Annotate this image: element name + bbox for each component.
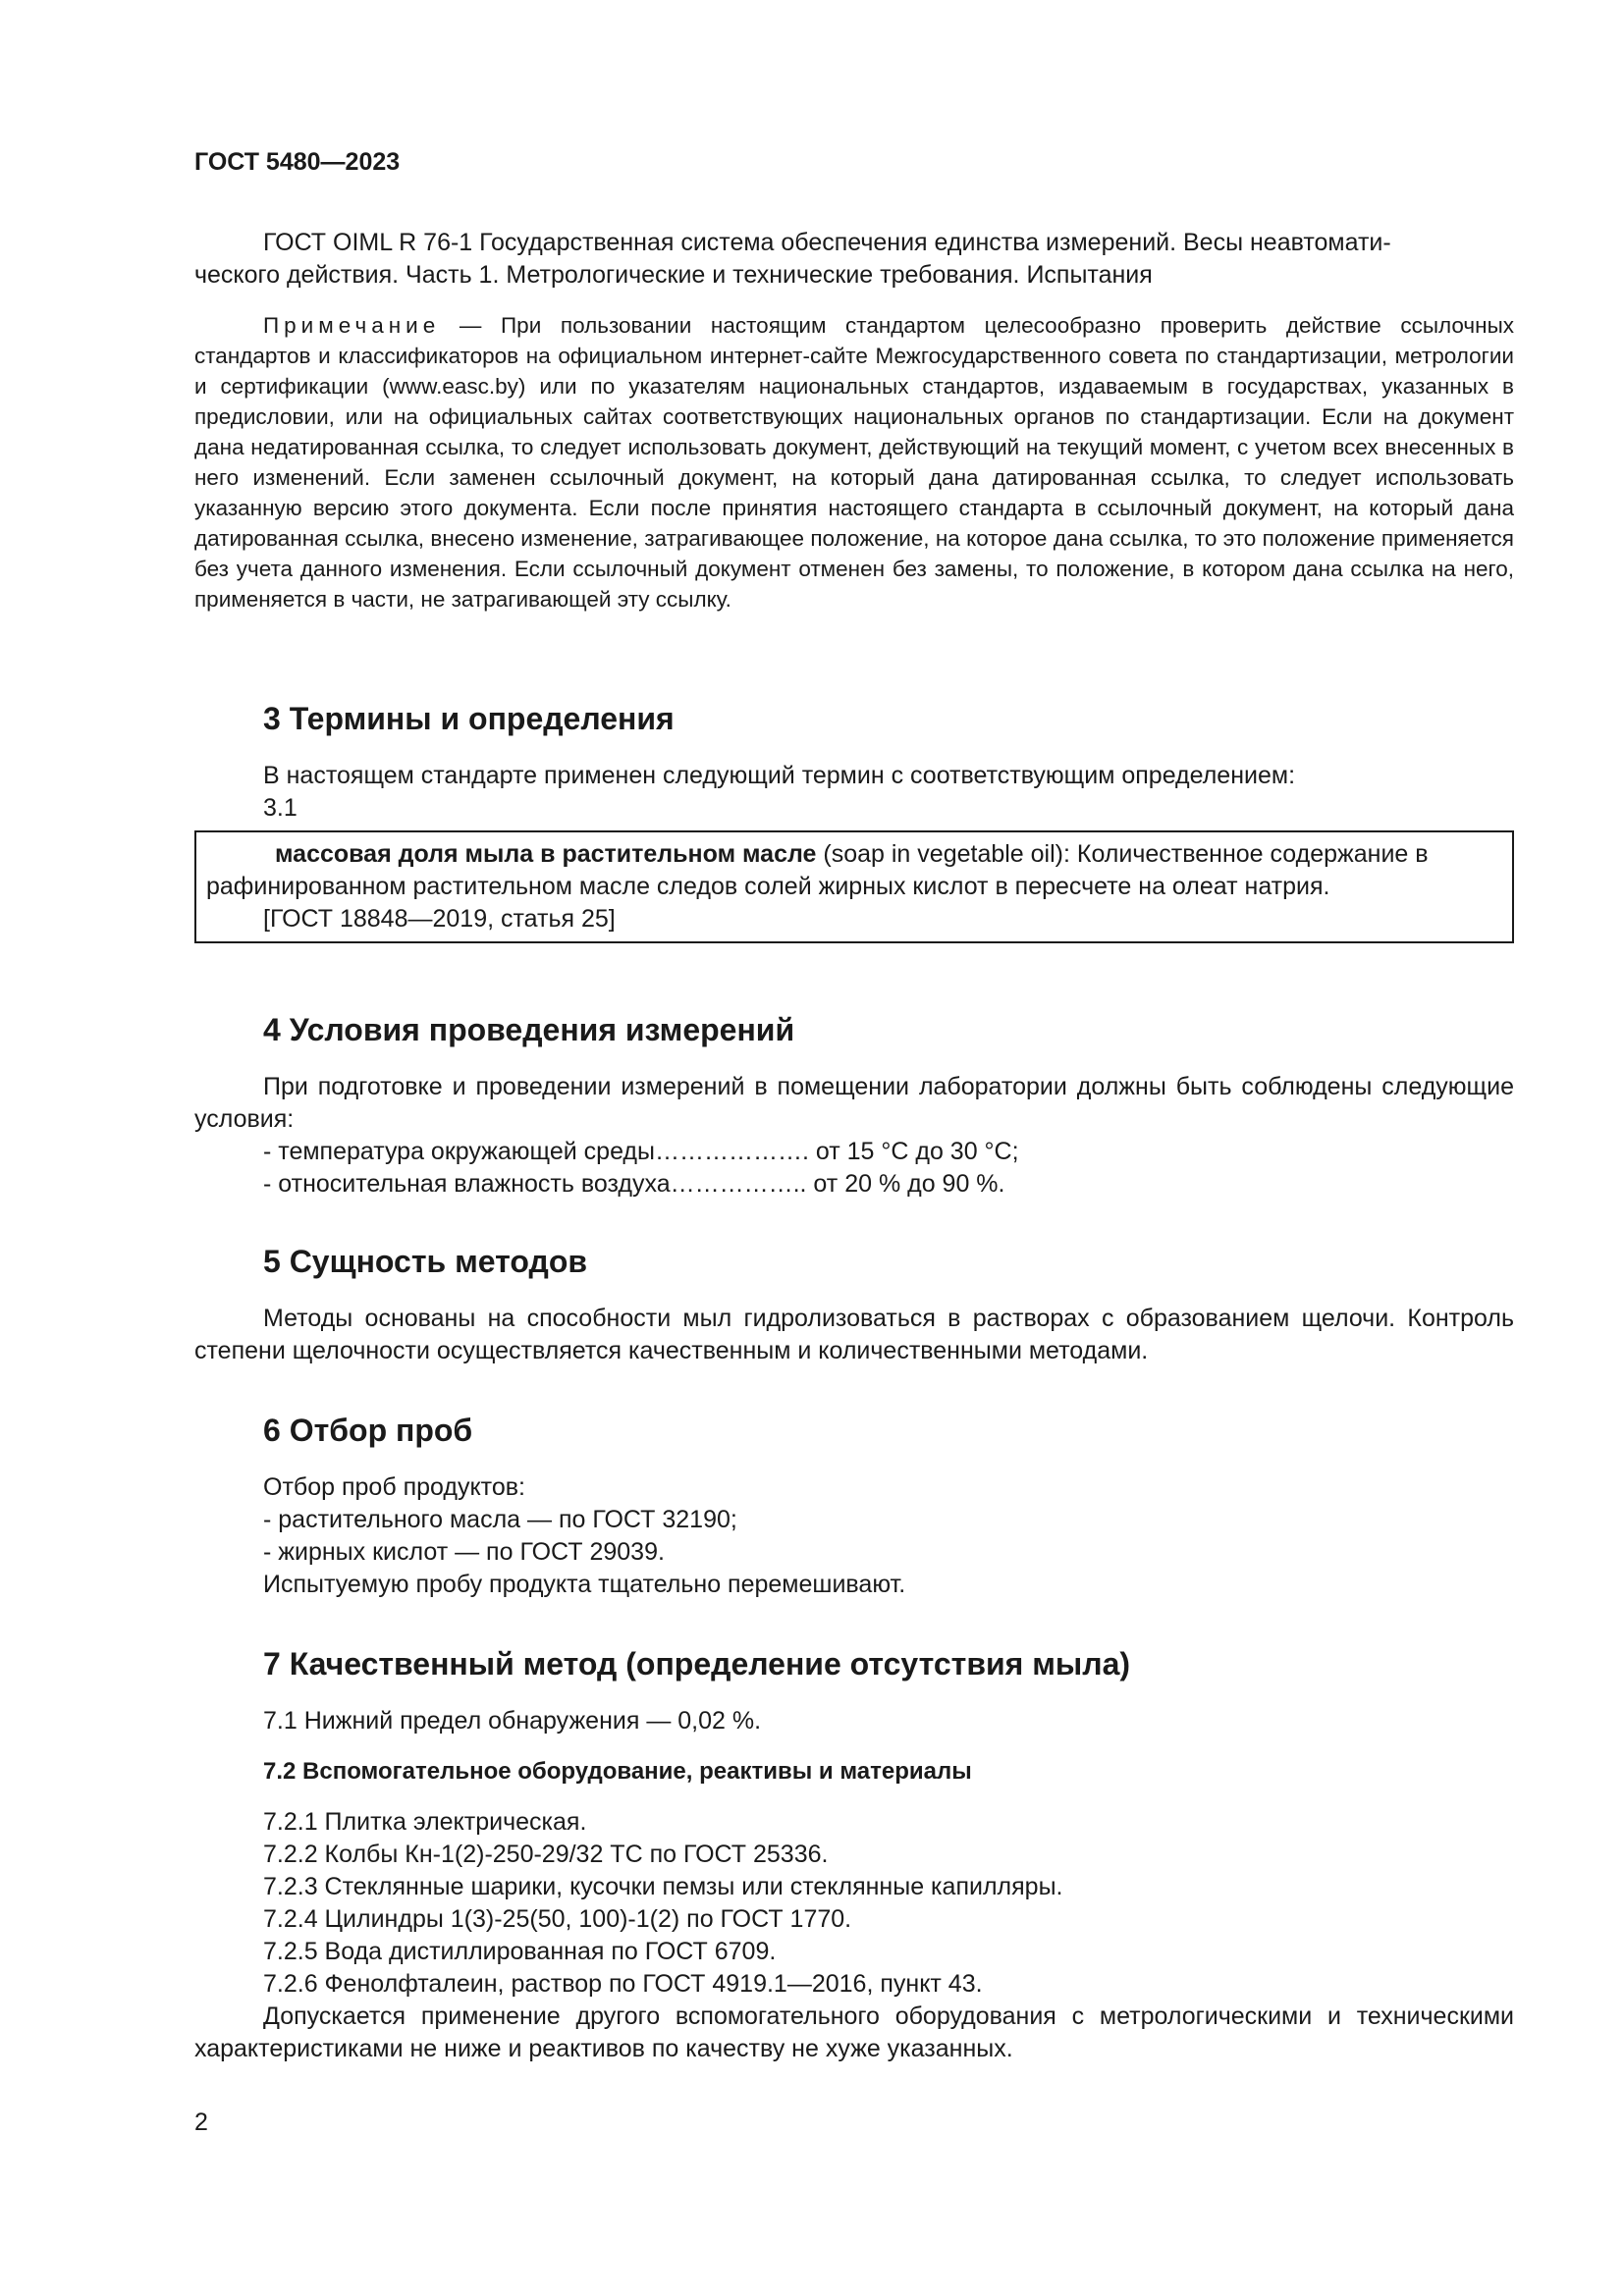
- list-item: - растительного масла — по ГОСТ 32190;: [263, 1506, 737, 1533]
- document-header: ГОСТ 5480—2023: [194, 148, 401, 176]
- list-item: - относительная влажность воздуха…………….. от 20 % до 90 %.: [263, 1170, 1005, 1198]
- list-item: 7.2.3 Стеклянные шарики, кусочки пемзы или стеклянные капилляры.: [263, 1873, 1063, 1900]
- definition-box: [194, 830, 1514, 943]
- definition-text: [206, 838, 1500, 903]
- term-source: [ГОСТ 18848—2019, статья 25]: [263, 905, 616, 933]
- list-item: 7.2.4 Цилиндры 1(3)-25(50, 100)-1(2) по ГОСТ 1770.: [263, 1905, 852, 1933]
- note-label: Примечание: [263, 313, 441, 338]
- term: массовая доля мыла в растительном масле: [275, 840, 817, 868]
- section-5: [194, 1242, 1514, 1281]
- reference-line: ГОСТ OIML R 76-1 Государственная система обеспечения единства измерений. Весы неавтомати-: [263, 229, 1391, 256]
- reference-entry: [194, 227, 1514, 292]
- clause-7-1: 7.1 Нижний предел обнаружения — 0,02 %.: [263, 1707, 762, 1735]
- reference-line: ческого действия. Часть 1. Метрологические и технические требования. Испытания: [194, 261, 1153, 289]
- section-intro: Отбор проб продуктов:: [263, 1473, 525, 1501]
- section-title: 5 Сущность методов: [263, 1244, 588, 1279]
- list-item: 7.2.5 Вода дистиллированная по ГОСТ 6709.: [263, 1938, 777, 1965]
- section-3: [194, 699, 1514, 738]
- section-intro: В настоящем стандарте применен следующий термин с соответствующим определением:: [263, 762, 1296, 789]
- list-item: 7.2.6 Фенолфталеин, раствор по ГОСТ 4919.1—2016, пункт 43.: [263, 1970, 983, 1998]
- section-title: 4 Условия проведения измерений: [263, 1012, 795, 1047]
- reference-note: [194, 310, 1514, 614]
- note-text: — При пользовании настоящим стандартом целесообразно проверить действие ссылочных стандартов и классификаторов на официальном интернет-сайте Межгосударственного совета по стандартизации, метрологии и сертификации (www.easc.by) или по указателям национальных стандартов, издаваемым в государствах, указанных в предисловии, или на официальных сайтах соответствующих национальных органов по стандартизации. Если на документ дана недатированная ссылка, то следует использовать документ, действующий на текущий момент, с учетом всех внесенных в него изменений. Если заменен ссылочный документ, на который дана датированная ссылка, то следует использовать указанную версию этого документа. Если после принятия настоящего стандарта в ссылочный документ, на который дана датированная ссылка, внесено изменение, затрагивающее положение, на которое дана ссылка, то это положение применяется без учета данного изменения. Если ссылочный документ отменен без замены, то положение, в котором дана ссылка на него, применяется в части, не затрагивающей эту ссылку.: [194, 313, 1514, 612]
- list-item: - температура окружающей среды………………. от 15 °С до 30 °С;: [263, 1138, 1019, 1165]
- list-item: 7.2.1 Плитка электрическая.: [263, 1808, 587, 1836]
- section-title: 3 Термины и определения: [263, 701, 675, 736]
- section-outro: Испытуемую пробу продукта тщательно перемешивают.: [263, 1571, 906, 1598]
- list-item: 7.2.2 Колбы Кн-1(2)-250-29/32 ТС по ГОСТ 25336.: [263, 1841, 829, 1868]
- term-number: 3.1: [263, 794, 298, 822]
- section-title: 6 Отбор проб: [263, 1413, 473, 1448]
- section-title: 7 Качественный метод (определение отсутствия мыла): [263, 1646, 1131, 1682]
- section-6: [194, 1411, 1514, 1450]
- term-definition: (soap in vegetable oil): Количественное содержание в рафинированном растительном масле следов солей жирных кислот в пересчете на олеат натрия.: [206, 840, 1429, 900]
- section-4: [194, 1010, 1514, 1049]
- section-outro: Допускается применение другого вспомогательного оборудования с метрологическими и техническими характеристиками не ниже и реактивов по качеству не хуже указанных.: [194, 2002, 1514, 2062]
- page-number: 2: [194, 2109, 208, 2136]
- subsection-title: 7.2 Вспомогательное оборудование, реактивы и материалы: [263, 1758, 972, 1785]
- list-item: - жирных кислот — по ГОСТ 29039.: [263, 1538, 665, 1566]
- section-7: [194, 1644, 1514, 1683]
- section-intro: При подготовке и проведении измерений в помещении лаборатории должны быть соблюдены следующие условия:: [194, 1073, 1514, 1133]
- section-text: Методы основаны на способности мыл гидролизоваться в растворах с образованием щелочи. Контроль степени щелочности осуществляется качественным и количественными методами.: [194, 1305, 1514, 1364]
